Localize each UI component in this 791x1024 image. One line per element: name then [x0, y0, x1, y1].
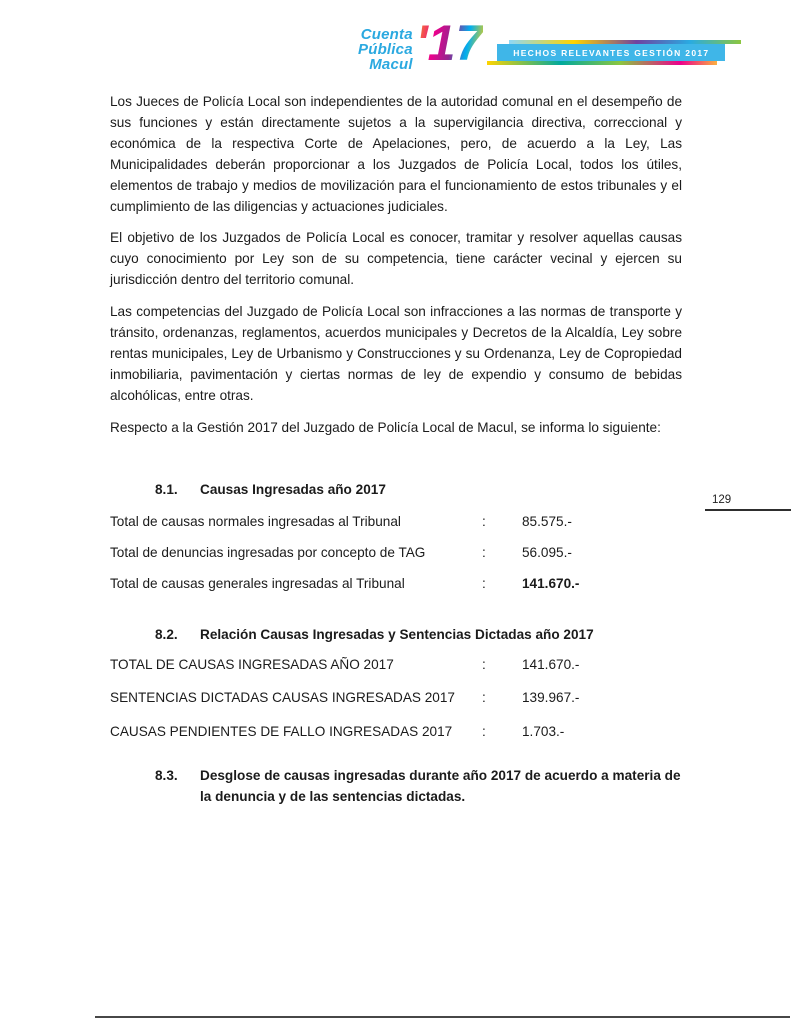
section-number: 8.2.: [155, 626, 178, 642]
row-label: Total de causas normales ingresadas al Tribunal: [110, 513, 401, 529]
row-separator: :: [482, 513, 486, 529]
logo-wordmark: [358, 27, 413, 72]
paragraph-1: Los Jueces de Policía Local son independientes de la autoridad comunal en el desempeño de sus funciones y están directamente sujetos a la supervigilancia directiva, correccional y económica de la respectiva Corte de Apelaciones, pero, de acuerdo a la Ley, Las Municipalidades deberán proporcionar a los Juzgados de Policía Local, todos los útiles, elementos de trabajo y medios de movilización para el funcionamiento de estos tribunales y el cumplimiento de las diligencias y actuaciones judiciales.: [110, 94, 682, 214]
section-8-2-rows: [110, 654, 682, 742]
section-title: Desglose de causas ingresadas durante año 2017 de acuerdo a materia de la denuncia y de las sentencias dictadas.: [200, 767, 681, 804]
row-separator: :: [482, 544, 486, 560]
row-separator: :: [482, 656, 486, 672]
row-value: 56.095.-: [522, 544, 572, 560]
page-header: [0, 0, 791, 80]
data-row: [110, 542, 682, 563]
section-number: 8.3.: [155, 767, 178, 783]
data-row: [110, 721, 682, 742]
row-value: 141.670.-: [522, 575, 580, 591]
section-heading-8-1: [110, 479, 682, 500]
paragraph-4: Respecto a la Gestión 2017 del Juzgado de Policía Local de Macul, se informa lo siguiente:: [110, 419, 661, 435]
banner-stripe-bottom: [487, 61, 717, 65]
page-number: [705, 494, 791, 511]
header-banner: [497, 44, 725, 61]
logo-wordmark-line2: Pública: [358, 41, 413, 58]
row-separator: :: [482, 575, 486, 591]
row-value: 141.670.-: [522, 656, 580, 672]
page-number-text: 129: [712, 494, 732, 506]
section-number: 8.1.: [155, 481, 178, 497]
row-label: Total de denuncias ingresadas por concepto de TAG: [110, 544, 426, 560]
paragraph-2: El objetivo de los Juzgados de Policía Local es conocer, tramitar y resolver aquellas causas cuyo conocimiento por Ley son de su competencia, tiene carácter vecinal y ejercen su jurisdicción dentro del territorio comunal.: [110, 230, 682, 288]
data-row: [110, 687, 682, 708]
footer-rule: [95, 1016, 790, 1018]
section-title: Relación Causas Ingresadas y Sentencias Dictadas año 2017: [200, 626, 594, 642]
banner-stripe-top: [509, 40, 741, 44]
section-title: Causas Ingresadas año 2017: [200, 481, 386, 497]
row-label: TOTAL DE CAUSAS INGRESADAS AÑO 2017: [110, 656, 394, 672]
row-value: 1.703.-: [522, 723, 565, 739]
paragraph-3: Las competencias del Juzgado de Policía Local son infracciones a las normas de transporte y tránsito, ordenanzas, reglamentos, acuerdos municipales y Decretos de la Alcaldía, Ley sobre rentas municipales, Ley de Urbanismo y Construcciones y su Ordenanza, Ley de Copropiedad inmobiliaria, pavimentación y ciertas normas de ley de expendio y consumo de bebidas alcohólicas, entre otras.: [110, 304, 682, 403]
data-row: [110, 573, 682, 594]
section-8-1-rows: [110, 511, 682, 594]
logo-year-17: '17: [415, 15, 484, 71]
row-label: CAUSAS PENDIENTES DE FALLO INGRESADAS 2017: [110, 723, 453, 739]
logo-wordmark-line1: Cuenta: [360, 26, 413, 43]
data-row: [110, 511, 682, 532]
section-heading-8-2: [110, 624, 682, 645]
row-label: SENTENCIAS DICTADAS CAUSAS INGRESADAS 2017: [110, 690, 455, 706]
row-value: 85.575.-: [522, 513, 572, 529]
row-label: Total de causas generales ingresadas al Tribunal: [110, 575, 405, 591]
row-separator: :: [482, 723, 486, 739]
data-row: [110, 654, 682, 675]
banner-text: HECHOS RELEVANTES GESTIÓN 2017: [497, 44, 725, 61]
section-heading-8-3: [110, 765, 682, 807]
document-body: [0, 80, 791, 807]
logo-wordmark-line3: Macul: [369, 56, 413, 73]
row-separator: :: [482, 690, 486, 706]
row-value: 139.967.-: [522, 690, 580, 706]
